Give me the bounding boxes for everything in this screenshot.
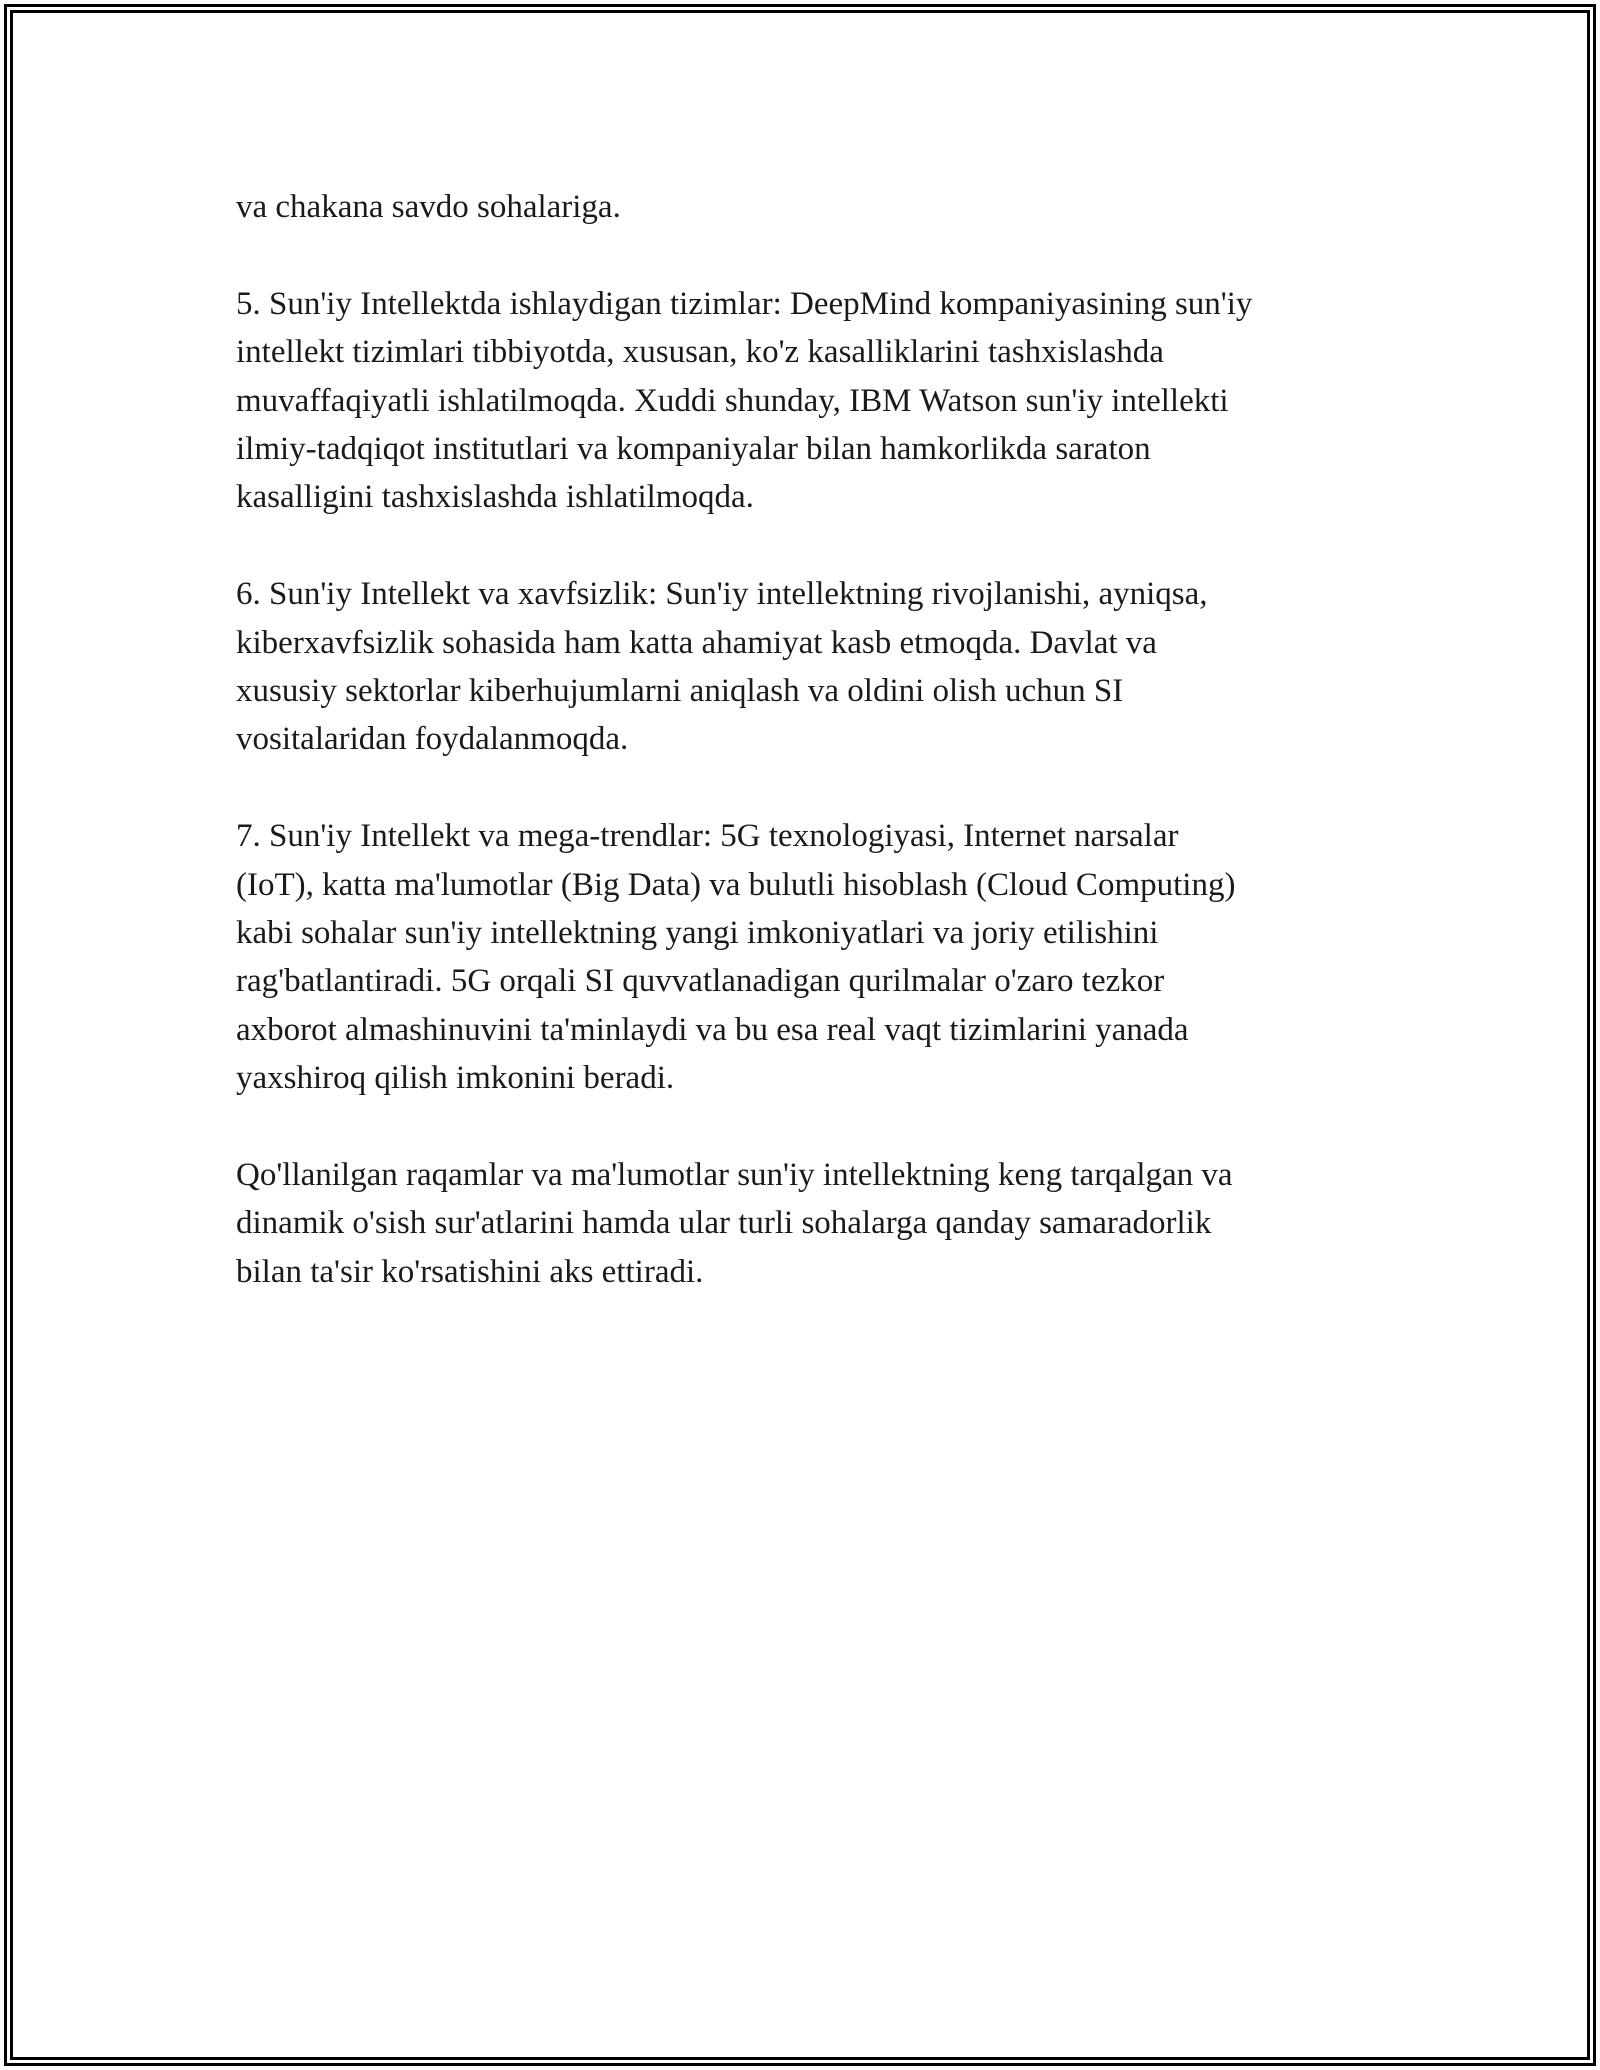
text-line: va chakana savdo sohalariga. (236, 189, 621, 225)
paragraph-item-6 (236, 570, 1386, 764)
text-line: axborot almashinuvini ta'minlaydi va bu esa real vaqt tizimlarini yanada (236, 1011, 1189, 1048)
paragraph-item-5 (236, 280, 1386, 522)
text-line: kasalligini tashxislashda ishlatilmoqda. (236, 479, 754, 516)
document-body (236, 183, 1386, 1345)
text-line: 5. Sun'iy Intellektda ishlaydigan tizimlar: DeepMind kompaniyasining sun'iy (236, 285, 1253, 322)
text-line: xususiy sektorlar kiberhujumlarni aniqlash va oldini olish uchun SI (236, 673, 1124, 710)
text-line: yaxshiroq qilish imkonini beradi. (236, 1060, 675, 1097)
text-line: 7. Sun'iy Intellekt va mega-trendlar: 5G texnologiyasi, Internet narsalar (236, 818, 1179, 855)
text-line: dinamik o'sish sur'atlarini hamda ular turli sohalarga qanday samaradorlik (236, 1205, 1212, 1242)
text-line: bilan ta'sir ko'rsatishini aks ettiradi. (236, 1253, 704, 1290)
text-line: ilmiy-tadqiqot institutlari va kompaniyalar bilan hamkorlikda saraton (236, 431, 1151, 468)
text-line: vositalaridan foydalanmoqda. (236, 721, 629, 758)
paragraph-conclusion (236, 1151, 1386, 1296)
text-line: rag'batlantiradi. 5G orqali SI quvvatlanadigan qurilmalar o'zaro tezkor (236, 963, 1165, 1000)
paragraph-item-7 (236, 812, 1386, 1102)
text-line: kabi sohalar sun'iy intellektning yangi imkoniyatlari va joriy etilishini (236, 915, 1159, 952)
text-line: Qo'llanilgan raqamlar va ma'lumotlar sun'iy intellektning keng tarqalgan va (236, 1157, 1233, 1194)
text-line: 6. Sun'iy Intellekt va xavfsizlik: Sun'iy intellektning rivojlanishi, ayniqsa, (236, 576, 1208, 613)
text-line: (IoT), katta ma'lumotlar (Big Data) va bulutli hisoblash (Cloud Computing) (236, 866, 1236, 903)
text-line: muvaffaqiyatli ishlatilmoqda. Xuddi shunday, IBM Watson sun'iy intellekti (236, 382, 1229, 419)
text-line: intellekt tizimlari tibbiyotda, xususan, ko'z kasalliklarini tashxislashda (236, 334, 1164, 371)
paragraph-intro-fragment (236, 183, 1386, 231)
text-line: kiberxavfsizlik sohasida ham katta ahamiyat kasb etmoqda. Davlat va (236, 624, 1157, 661)
